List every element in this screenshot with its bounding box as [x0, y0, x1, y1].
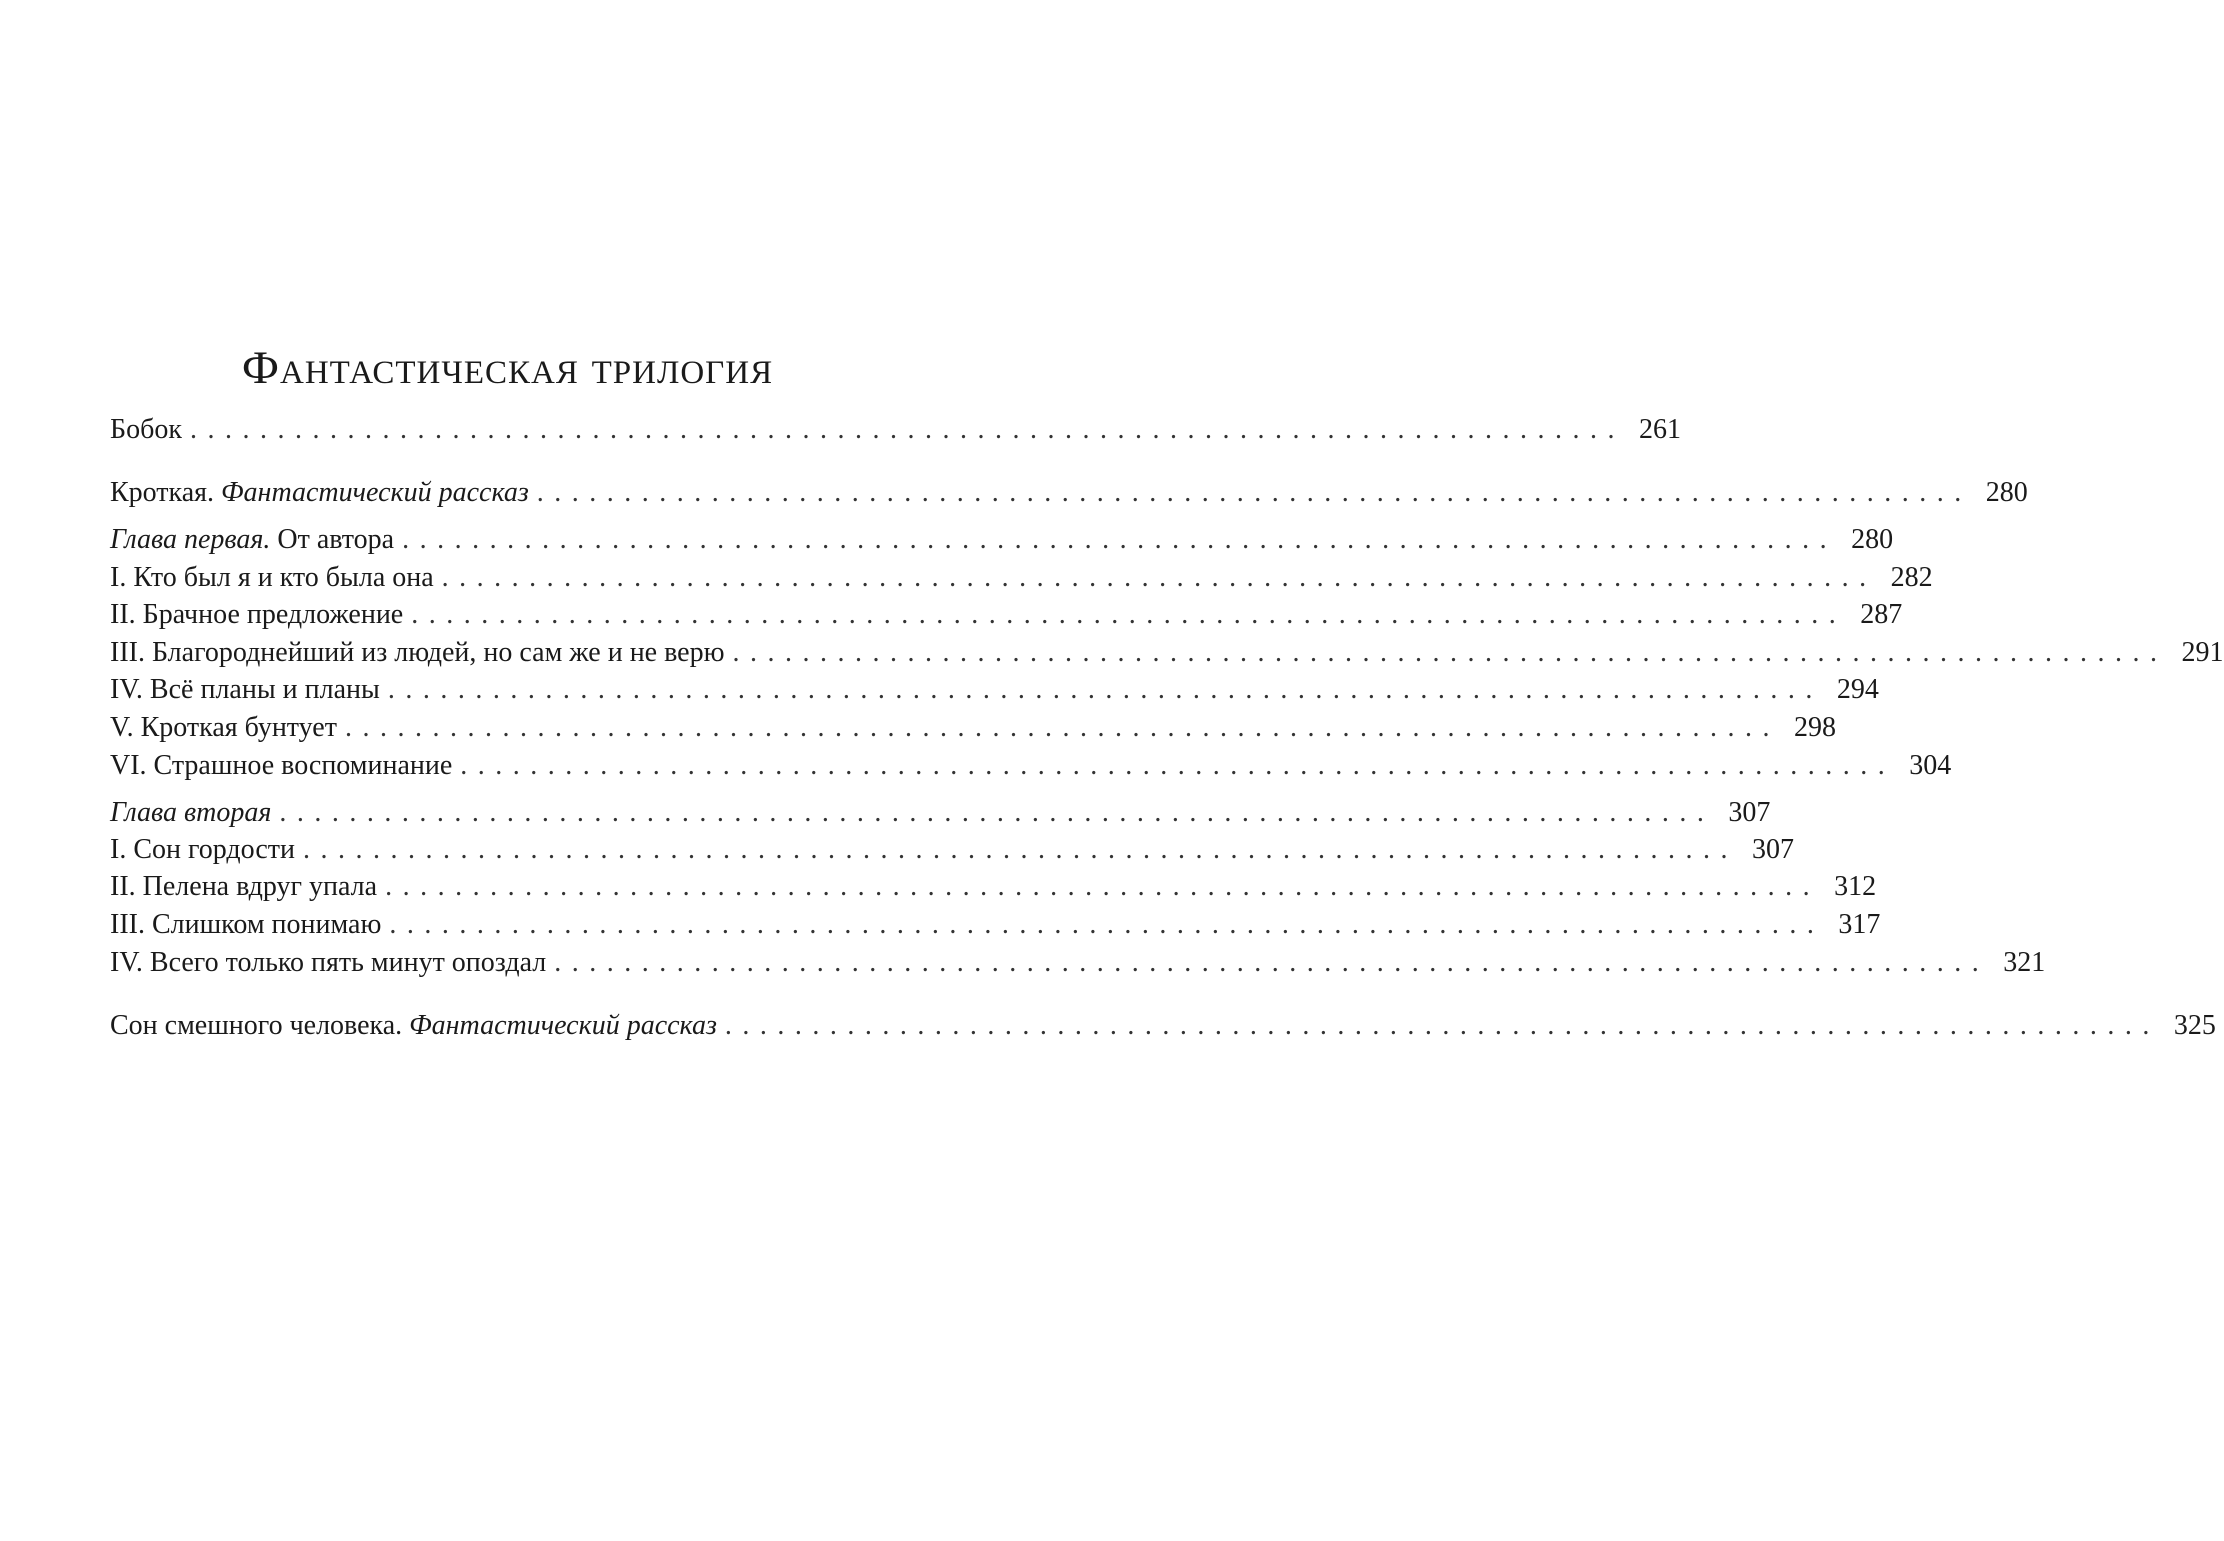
toc-entry-label: V. Кроткая бунтует	[110, 710, 345, 746]
toc-entry-label: IV. Всего только пять минут опоздал	[110, 945, 554, 981]
toc-page-number: 304	[1909, 750, 1952, 781]
toc-entry	[110, 560, 1933, 596]
toc-entry-label: II. Брачное предложение	[110, 597, 411, 633]
toc-entry-chapter-two	[110, 795, 1771, 831]
toc-page-number: 294	[1836, 674, 1879, 705]
toc-page-number: 298	[1793, 712, 1836, 743]
toc-page-number: 291	[2181, 637, 2224, 668]
toc-entry-label: Бобок	[110, 412, 190, 448]
dot-leader: ..................................................................................	[460, 750, 1896, 781]
toc-entry-label: III. Благороднейший из людей, но сам же и не верю	[110, 635, 733, 671]
toc-entry	[110, 945, 2046, 981]
toc-page-number: 307	[1752, 834, 1794, 865]
dot-leader: ..................................................................................	[189, 414, 1625, 445]
book-page	[110, 0, 2224, 1541]
toc-page-number: 282	[1890, 562, 1933, 593]
toc-entry-label: Глава первая. От автора	[110, 522, 402, 558]
toc-entry	[110, 869, 1877, 905]
toc-entry	[110, 832, 1794, 868]
dot-leader: ..................................................................................	[411, 599, 1847, 630]
toc-entry-label: Глава вторая	[110, 795, 279, 831]
toc-entry	[110, 597, 1903, 633]
toc-entry-label: Кроткая. Фантастический рассказ	[110, 475, 537, 511]
dot-leader: ..................................................................................	[402, 524, 1838, 555]
toc-page-number: 280	[1851, 524, 1894, 555]
toc-entry-label: VI. Страшное воспоминание	[110, 748, 460, 784]
toc-page-number: 312	[1834, 871, 1877, 902]
dot-leader: ..................................................................................	[441, 562, 1877, 593]
toc-entry-label: I. Сон гордости	[110, 832, 303, 868]
dot-leader: ..................................................................................	[279, 797, 1715, 828]
toc-entry-label: Сон смешного человека. Фантастический рассказ	[110, 1008, 725, 1044]
toc-entry-chapter-one	[110, 522, 1894, 558]
toc-entry-krotkaya	[110, 475, 2028, 511]
toc-page-number: 325	[2173, 1010, 2216, 1041]
dot-leader: ..................................................................................	[732, 637, 2168, 668]
toc-page-number: 321	[2003, 947, 2046, 978]
dot-leader: ..................................................................................	[303, 834, 1738, 865]
toc-page-number: 261	[1638, 414, 1681, 445]
dot-leader: ..................................................................................	[387, 674, 1823, 705]
toc-entry	[110, 907, 1881, 943]
toc-entry-bobok	[110, 412, 1681, 448]
toc-entry	[110, 635, 2224, 671]
toc-entry	[110, 710, 1836, 746]
dot-leader: ..................................................................................	[344, 712, 1780, 743]
toc-page-number: 317	[1838, 909, 1881, 940]
dot-leader: ..................................................................................	[724, 1010, 2160, 1041]
toc-entry-label: II. Пелена вдруг упала	[110, 869, 385, 905]
dot-leader: ..................................................................................	[385, 871, 1821, 902]
toc-entry-label: IV. Всё планы и планы	[110, 672, 388, 708]
toc-entry-son-smeshnogo	[110, 1008, 2216, 1044]
section-title: Фантастическая трилогия	[241, 342, 774, 394]
toc-page-number: 287	[1860, 599, 1903, 630]
dot-leader: ..................................................................................	[536, 477, 1972, 508]
toc-page-number: 280	[1985, 477, 2028, 508]
toc-entry	[110, 748, 1952, 784]
dot-leader: ..................................................................................	[554, 947, 1990, 978]
toc-entry	[110, 672, 1879, 708]
toc-entry-label: I. Кто был я и кто была она	[110, 560, 442, 596]
dot-leader: ..................................................................................	[389, 909, 1825, 940]
toc-entry-label: III. Слишком понимаю	[110, 907, 389, 943]
toc-page-number: 307	[1728, 797, 1771, 828]
